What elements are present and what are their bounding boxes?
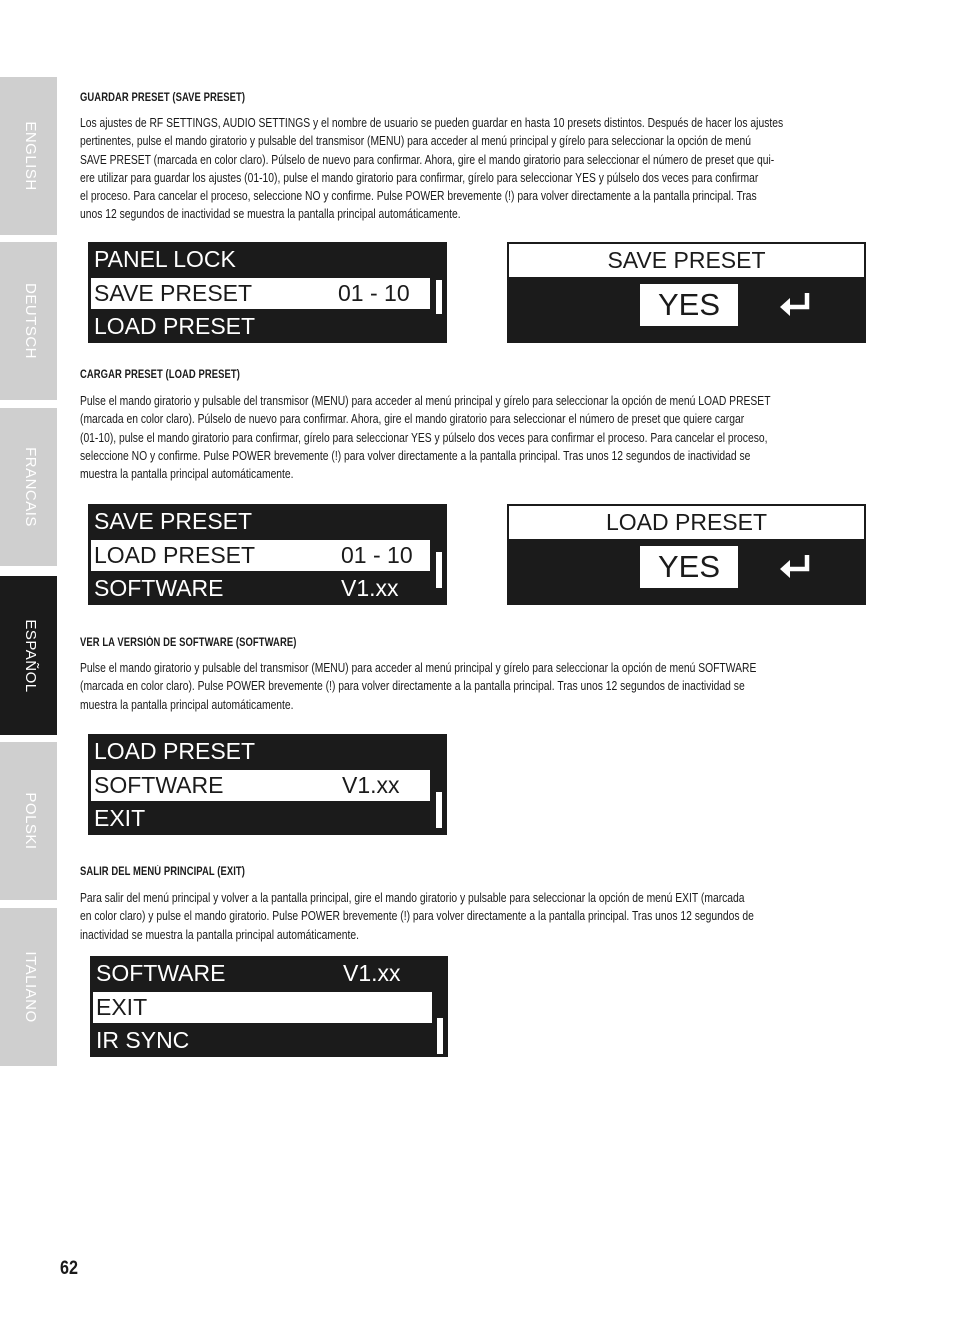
section-text-software	[80, 659, 871, 714]
menu-row-label: EXIT	[94, 805, 146, 831]
menu-row	[91, 244, 430, 275]
section-text-load	[80, 392, 871, 483]
menu-row	[93, 1025, 432, 1056]
text-line: pertinentes, pulse el mando giratorio y pulsable del transmisor (MENU) para acceder al menú principal y gírelo para seleccionar la opción de menú	[80, 134, 752, 149]
scrollbar	[433, 504, 445, 605]
tab-italiano-label: ITALIANO	[22, 951, 39, 1023]
text-line: unos 12 segundos de inactividad se muestra la pantalla principal automáticamente.	[80, 207, 461, 222]
tab-espanol-label: ESPAÑOL	[22, 618, 39, 693]
text-line: Para salir del menú principal y volver a la pantalla principal, gire el mando giratorio y pulsable para seleccionar la opción de menú EXIT (marcada	[80, 891, 745, 905]
enter-icon	[777, 552, 813, 582]
scrollbar-thumb	[437, 1018, 443, 1054]
menu-row-label: LOAD PRESET	[94, 738, 256, 764]
menu-row-label: SOFTWARE	[94, 772, 224, 798]
text-line: muestra la pantalla principal automáticamente.	[80, 697, 294, 712]
menu-row-selected	[91, 278, 430, 309]
menu-screen-save	[88, 242, 447, 343]
section-heading-load: CARGAR PRESET (LOAD PRESET)	[80, 369, 240, 381]
section-heading-software: VER LA VERSIÓN DE SOFTWARE (SOFTWARE)	[80, 637, 297, 649]
scrollbar	[433, 734, 445, 835]
confirm-title: LOAD PRESET	[509, 506, 864, 539]
text-line: el proceso. Para cancelar el proceso, seleccione NO y confirme. Pulse POWER brevemente (!) para volver directamente a la pantalla principal. Tras	[80, 189, 757, 204]
scrollbar	[433, 242, 445, 343]
menu-row-label: SAVE PRESET	[94, 508, 253, 534]
section-text-exit	[80, 889, 871, 944]
yes-option: YES	[640, 284, 738, 326]
confirm-title: SAVE PRESET	[509, 244, 864, 277]
menu-row-selected	[93, 992, 432, 1023]
scrollbar-thumb	[436, 280, 442, 314]
confirm-screen-save	[507, 242, 866, 343]
text-line: Los ajustes de RF SETTINGS, AUDIO SETTINGS y el nombre de usuario se pueden guardar en hasta 10 presets distintos. Después de hacer los ajustes	[80, 116, 784, 130]
menu-row-selected	[91, 770, 430, 801]
tab-francais[interactable]	[0, 408, 57, 566]
menu-row-label: SAVE PRESET	[94, 280, 253, 306]
tab-deutsch[interactable]	[0, 242, 57, 400]
text-line: en color claro) y pulse el mando giratorio. Pulse POWER brevemente (!) para volver directamente a la pantalla principal. Tras unos 12 segundos de	[80, 909, 754, 924]
confirm-screen-load	[507, 504, 866, 605]
scrollbar-thumb	[436, 792, 442, 828]
text-line: ere utilizar para guardar los ajustes (01-10), pulse el mando giratorio para confirmar, gírelo para seleccionar YES y púlselo dos veces para confirmar	[80, 170, 759, 185]
menu-row	[91, 736, 430, 767]
yes-option: YES	[640, 546, 738, 588]
tab-francais-label: FRANCAIS	[22, 447, 39, 527]
menu-row	[93, 958, 432, 989]
text-line: muestra la pantalla principal automáticamente.	[80, 467, 294, 482]
menu-screen-software	[88, 734, 447, 835]
menu-row	[91, 311, 430, 342]
tab-italiano[interactable]	[0, 908, 57, 1066]
menu-row-label: LOAD PRESET	[94, 313, 256, 339]
menu-row	[91, 803, 430, 834]
text-line: Pulse el mando giratorio y pulsable del transmisor (MENU) para acceder al menú principal y gírelo para seleccionar la opción de menú LOAD PRESET	[80, 394, 771, 408]
page-number: 62	[60, 1258, 78, 1279]
menu-row-label: EXIT	[96, 994, 148, 1020]
menu-row-label: PANEL LOCK	[94, 246, 236, 272]
text-line: inactividad se muestra la pantalla principal automáticamente.	[80, 927, 359, 942]
text-line: SAVE PRESET (marcada en color claro). Púlselo de nuevo para confirmar. Ahora, gire el mando giratorio para seleccionar el número de preset que qui-	[80, 152, 775, 167]
menu-row-value: V1.xx	[343, 960, 401, 986]
menu-row-label: LOAD PRESET	[94, 542, 256, 568]
menu-screen-exit	[90, 956, 448, 1057]
menu-row	[91, 573, 430, 604]
menu-row-label: IR SYNC	[96, 1027, 190, 1053]
menu-row-label: SOFTWARE	[94, 575, 224, 601]
text-line: seleccione NO y confirme. Pulse POWER brevemente (!) para volver directamente a la pantalla principal. Tras unos 12 segundos de inactividad se	[80, 448, 751, 463]
tab-deutsch-label: DEUTSCH	[22, 282, 39, 360]
menu-row-selected	[91, 540, 430, 571]
text-line: Pulse el mando giratorio y pulsable del transmisor (MENU) para acceder al menú principal y gírelo para seleccionar la opción de menú SOFTWARE	[80, 661, 757, 675]
text-line: (marcada en color claro). Púlselo de nuevo para confirmar. Ahora, gire el mando giratorio para seleccionar el número de preset que quiere cargar	[80, 412, 745, 427]
menu-row	[91, 506, 430, 537]
tab-english[interactable]	[0, 77, 57, 235]
menu-row-value: V1.xx	[342, 772, 400, 798]
tab-espanol[interactable]	[0, 576, 57, 735]
menu-screen-load	[88, 504, 447, 605]
scrollbar	[434, 956, 446, 1057]
scrollbar-thumb	[436, 552, 442, 588]
tab-english-label: ENGLISH	[22, 121, 39, 191]
section-heading-save: GUARDAR PRESET (SAVE PRESET)	[80, 92, 246, 104]
text-line: (marcada en color claro). Pulse POWER brevemente (!) para volver directamente a la pantalla principal. Tras unos 12 segundos de inactividad se	[80, 679, 745, 694]
enter-icon	[777, 290, 813, 320]
text-line: (01-10), pulse el mando giratorio para confirmar, gírelo para seleccionar YES y púlselo dos veces para confirmar el proceso. Para cancelar el proceso,	[80, 430, 768, 445]
section-text-save	[80, 114, 871, 224]
menu-row-value: 01 - 10	[341, 542, 413, 568]
tab-polski[interactable]	[0, 742, 57, 900]
menu-row-value: V1.xx	[341, 575, 399, 601]
section-heading-exit: SALIR DEL MENÚ PRINCIPAL (EXIT)	[80, 866, 245, 878]
menu-row-value: 01 - 10	[338, 280, 410, 306]
tab-polski-label: POLSKI	[22, 792, 39, 850]
menu-row-label: SOFTWARE	[96, 960, 226, 986]
